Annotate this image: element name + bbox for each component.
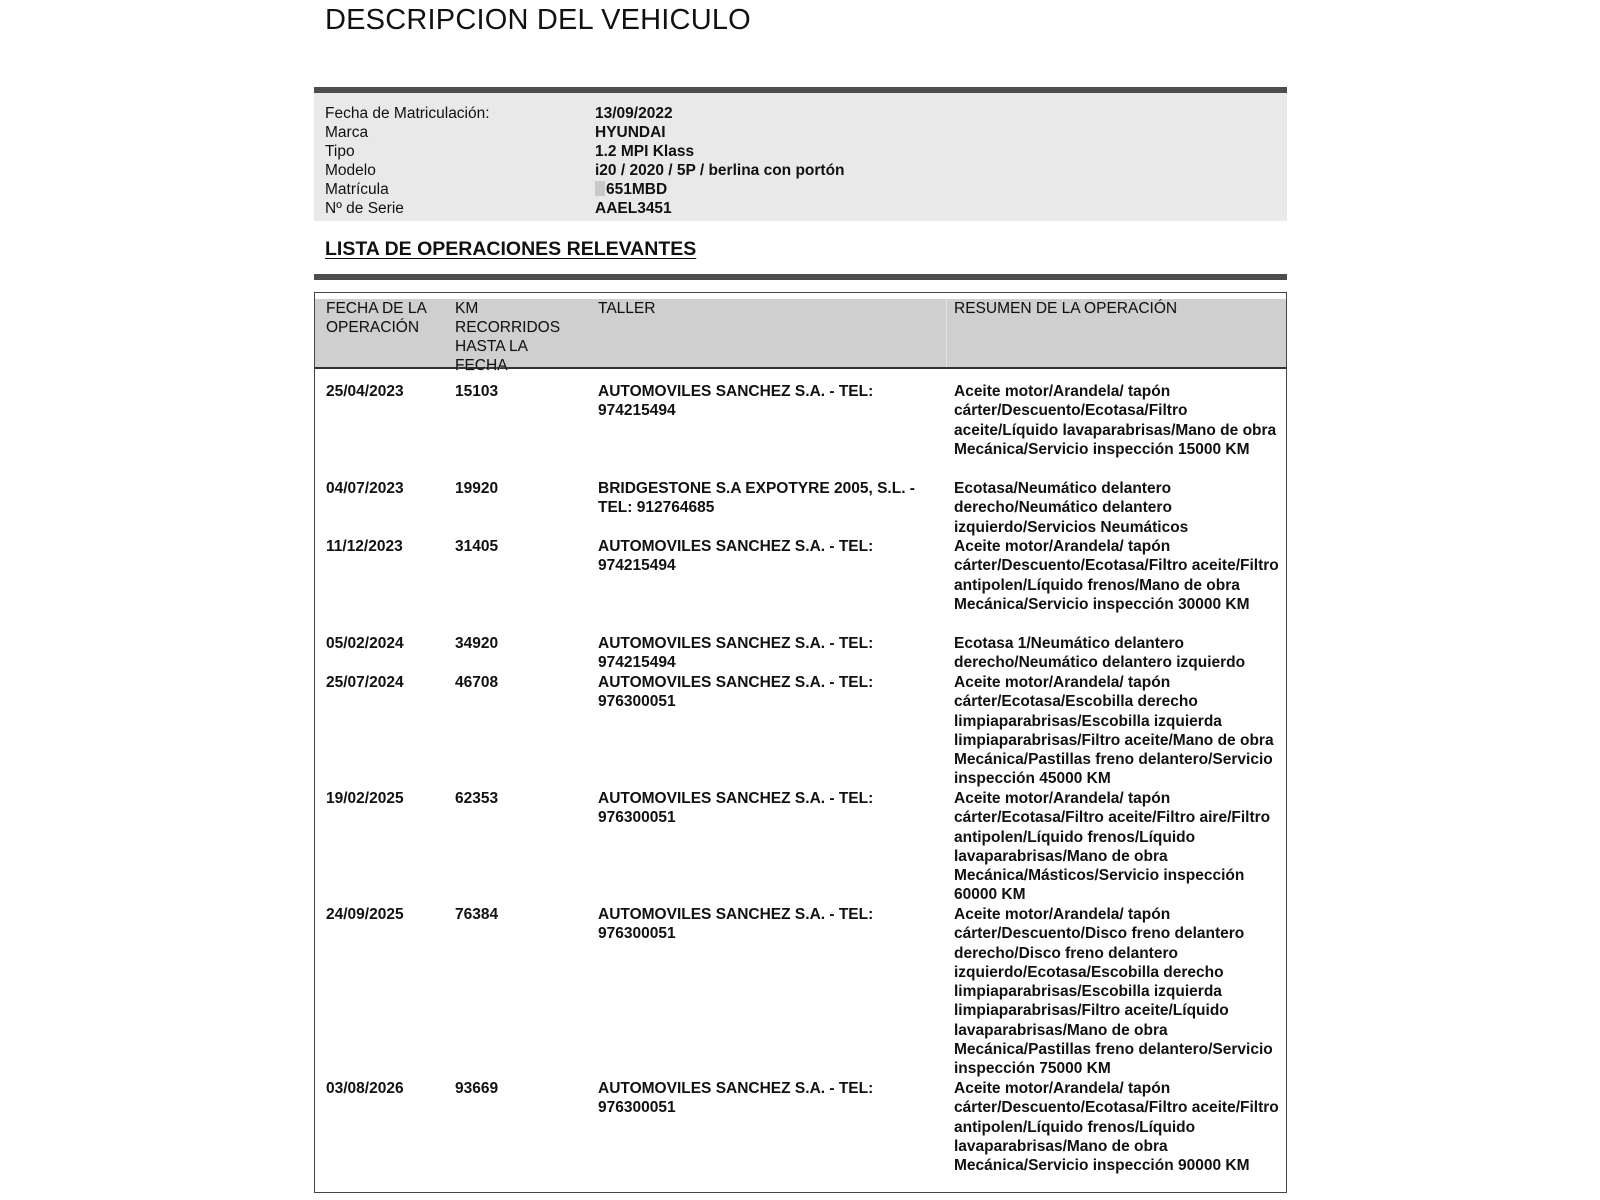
cell-summary: Aceite motor/Arandela/ tapón cárter/Descuento/Ecotasa/Filtro aceite/Filtro antipolen/Líquido frenos/Mano de obra Mecánica/Servicio inspección 30000 KM [954, 538, 1279, 613]
vehicle-label: Modelo [325, 162, 376, 179]
header-summary: RESUMEN DE LA OPERACIÓN [954, 300, 1178, 317]
cell-date: 11/12/2023 [326, 538, 403, 555]
vehicle-value: AAEL3451 [595, 200, 672, 217]
cell-workshop: AUTOMOVILES SANCHEZ S.A. - TEL: 974215494 [598, 635, 874, 672]
cell-km: 93669 [455, 1080, 499, 1097]
vehicle-value: 13/09/2022 [595, 105, 673, 122]
middle-rule [314, 274, 1287, 280]
cell-km: 31405 [455, 538, 499, 555]
cell-workshop: AUTOMOVILES SANCHEZ S.A. - TEL: 974215494 [598, 383, 874, 420]
cell-km: 62353 [455, 790, 499, 807]
vehicle-label: Marca [325, 124, 369, 141]
redaction-block [595, 181, 605, 196]
cell-km: 19920 [455, 480, 499, 497]
cell-km: 46708 [455, 674, 499, 691]
cell-date: 24/09/2025 [326, 906, 404, 923]
operations-table [314, 292, 1287, 1193]
cell-date: 25/07/2024 [326, 674, 404, 691]
cell-km: 15103 [455, 383, 499, 400]
cell-km: 76384 [455, 906, 499, 923]
cell-summary: Aceite motor/Arandela/ tapón cárter/Ecotasa/Filtro aceite/Filtro aire/Filtro antipolen/Líquido frenos/Líquido lavaparabrisas/Mano de obra Mecánica/Másticos/Servicio inspección 60000 KM [954, 790, 1271, 904]
vehicle-value: i20 / 2020 / 5P / berlina con portón [595, 162, 845, 179]
header-workshop: TALLER [598, 300, 656, 317]
header-km: KM RECORRIDOS HASTA LA FECHA [455, 300, 561, 374]
cell-date: 19/02/2025 [326, 790, 404, 807]
cell-summary: Aceite motor/Arandela/ tapón cárter/Descuento/Ecotasa/Filtro aceite/Filtro antipolen/Líquido frenos/Líquido lavaparabrisas/Mano de obra Mecánica/Servicio inspección 90000 KM [954, 1080, 1279, 1175]
cell-workshop: BRIDGESTONE S.A EXPOTYRE 2005, S.L. - TEL: 912764685 [598, 480, 915, 517]
header-divider [946, 299, 947, 367]
cell-date: 04/07/2023 [326, 480, 404, 497]
vehicle-value: HYUNDAI [595, 124, 666, 141]
cell-date: 25/04/2023 [326, 383, 404, 400]
cell-workshop: AUTOMOVILES SANCHEZ S.A. - TEL: 976300051 [598, 790, 874, 827]
cell-workshop: AUTOMOVILES SANCHEZ S.A. - TEL: 976300051 [598, 1080, 874, 1117]
cell-date: 05/02/2024 [326, 635, 404, 652]
vehicle-details [314, 93, 1287, 221]
cell-workshop: AUTOMOVILES SANCHEZ S.A. - TEL: 976300051 [598, 906, 874, 943]
cell-summary: Aceite motor/Arandela/ tapón cárter/Descuento/Disco freno delantero derecho/Disco freno delantero izquierdo/Ecotasa/Escobilla derecho limpiaparabrisas/Escobilla izquierda limpiaparabrisas/Filtro aceite/Líquido lavaparabrisas/Mano de obra Mecánica/Pastillas freno delantero/Servicio inspección 75000 KM [954, 906, 1273, 1078]
vehicle-value: 1.2 MPI Klass [595, 143, 695, 160]
page-title: DESCRIPCION DEL VEHICULO [325, 4, 751, 36]
vehicle-label: Matrícula [325, 181, 389, 198]
vehicle-label: Fecha de Matriculación: [325, 105, 490, 122]
cell-date: 03/08/2026 [326, 1080, 404, 1097]
cell-workshop: AUTOMOVILES SANCHEZ S.A. - TEL: 976300051 [598, 674, 874, 711]
vehicle-value-wrap [595, 180, 667, 199]
cell-summary: Aceite motor/Arandela/ tapón cárter/Ecotasa/Escobilla derecho limpiaparabrisas/Escobilla izquierda limpiaparabrisas/Filtro aceite/Mano de obra Mecánica/Pastillas freno delantero/Servicio inspección 45000 KM [954, 674, 1274, 788]
vehicle-value: 651MBD [606, 181, 668, 198]
vehicle-label: Nº de Serie [325, 200, 404, 217]
header-date: FECHA DE LA OPERACIÓN [326, 300, 427, 336]
cell-summary: Ecotasa/Neumático delantero derecho/Neumático delantero izquierdo/Servicios Neumáticos [954, 480, 1189, 536]
table-header [315, 299, 1286, 374]
cell-summary: Ecotasa 1/Neumático delantero derecho/Neumático delantero izquierdo [954, 635, 1246, 672]
vehicle-label: Tipo [325, 143, 355, 160]
section-title: LISTA DE OPERACIONES RELEVANTES [325, 238, 697, 260]
cell-summary: Aceite motor/Arandela/ tapón cárter/Descuento/Ecotasa/Filtro aceite/Líquido lavaparabrisas/Mano de obra Mecánica/Servicio inspección 15000 KM [954, 383, 1277, 458]
cell-workshop: AUTOMOVILES SANCHEZ S.A. - TEL: 974215494 [598, 538, 874, 575]
cell-km: 34920 [455, 635, 499, 652]
